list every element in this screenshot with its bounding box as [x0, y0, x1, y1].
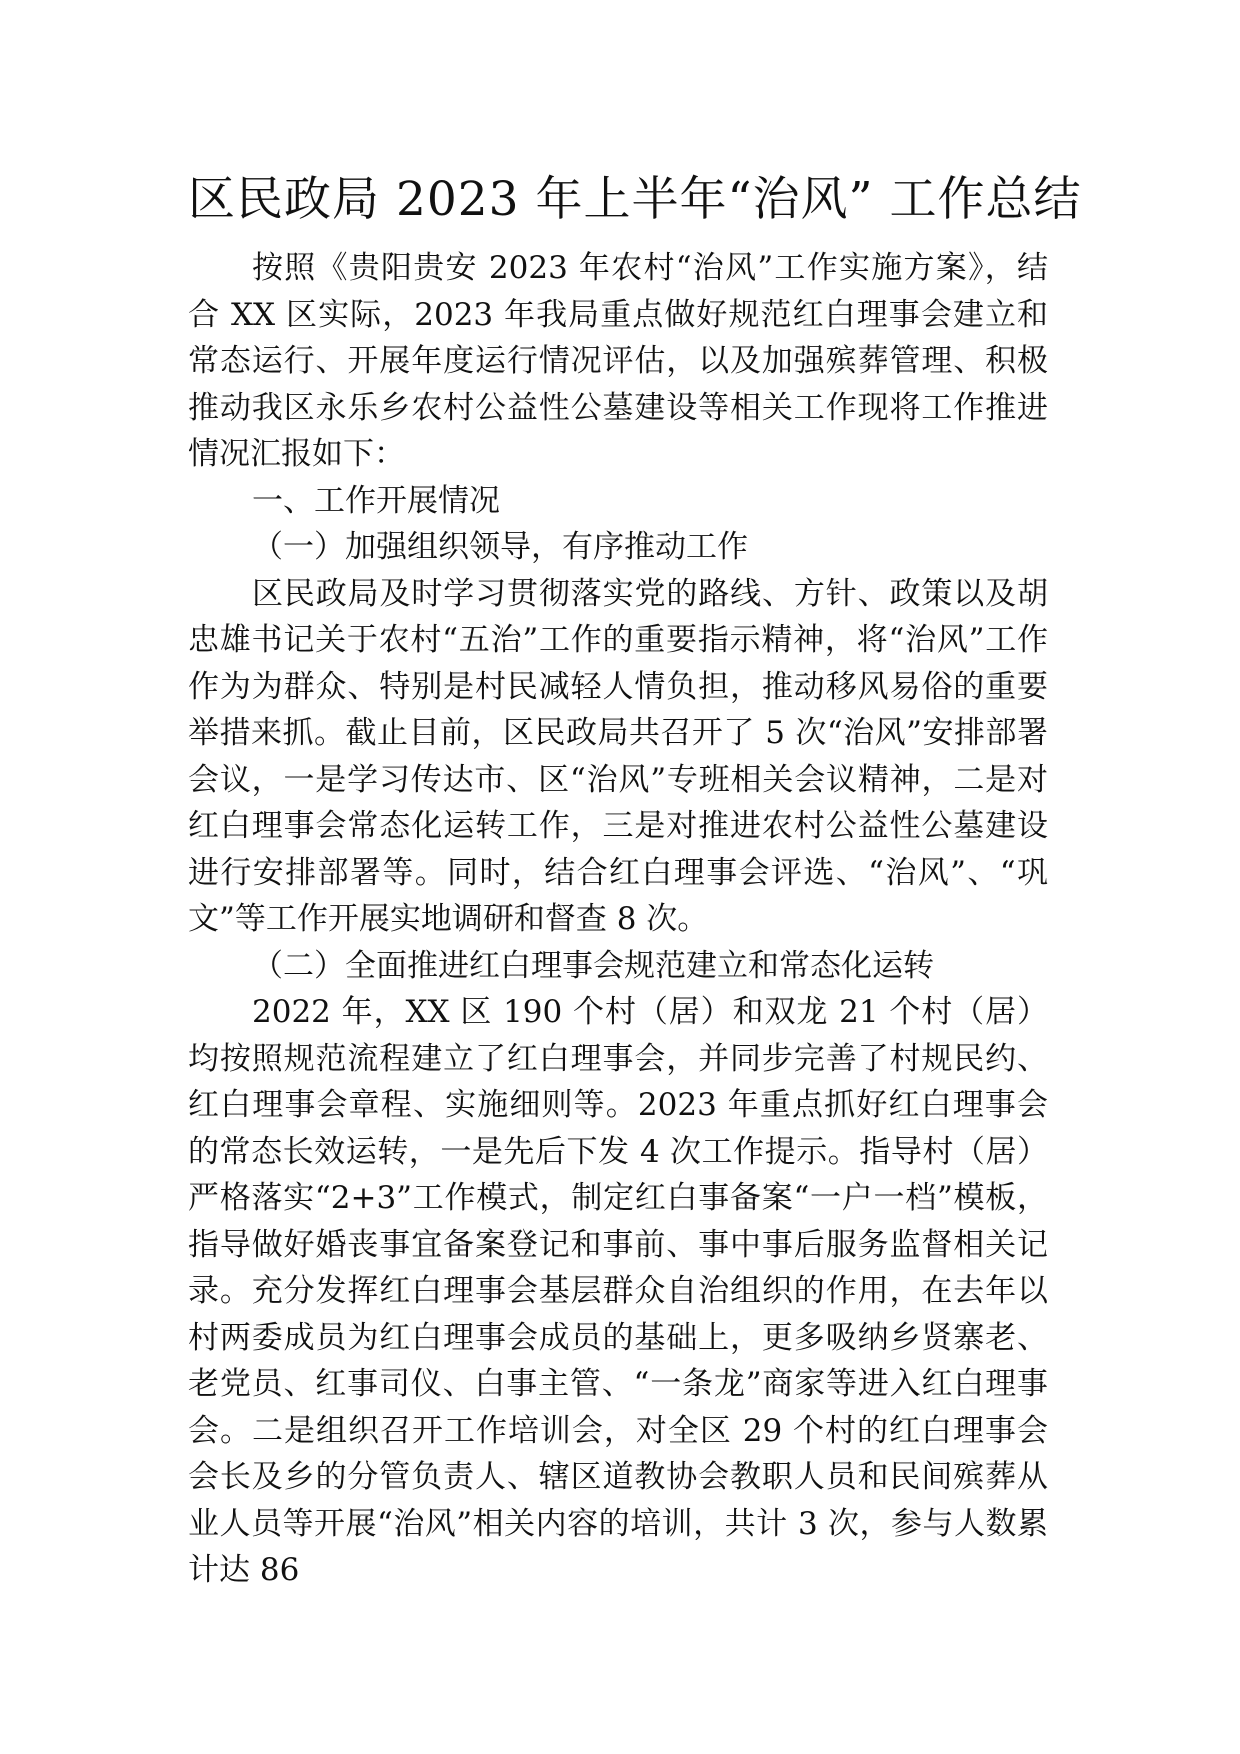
- intro-paragraph: 按照《贵阳贵安 2023 年农村“治风”工作实施方案》，结合 XX 区实际，2023 年我局重点做好规范红白理事会建立和常态运行、开展年度运行情况评估，以及加强殡葬管理、积极推动我区永乐乡农村公益性公墓建设等相关工作现将工作推进情况汇报如下：: [188, 250, 1048, 472]
- document-title: 区民政局 2023 年上半年“治风” 工作总结: [188, 172, 1082, 227]
- subsection-heading-2: （二）全面推进红白理事会规范建立和常态化运转: [252, 947, 934, 984]
- subsection-2-paragraph: 2022 年，XX 区 190 个村（居）和双龙 21 个村（居）均按照规范流程建立了红白理事会，并同步完善了村规民约、红白理事会章程、实施细则等。2023 年重点抓好红白理事会的常态长效运转，一是先后下发 4 次工作提示。指导村（居）严格落实“2+3”工作模式，制定红白事备案“一户一档”模板，指导做好婚丧事宜备案登记和事前、事中事后服务监督相关记录。充分发挥红白理事会基层群众自治组织的作用，在去年以村两委成员为红白理事会成员的基础上，更多吸纳乡贤寨老、老党员、红事司仪、白事主管、“一条龙”商家等进入红白理事会。二是组织召开工作培训会，对全区 29 个村的红白理事会会长及乡的分管负责人、辖区道教协会教职人员和民间殡葬从业人员等开展“治风”相关内容的培训，共计 3 次，参与人数累计达 86: [188, 994, 1048, 1588]
- section-heading-1: 一、工作开展情况: [252, 482, 500, 519]
- subsection-1-paragraph: 区民政局及时学习贯彻落实党的路线、方针、政策以及胡忠雄书记关于农村“五治”工作的重要指示精神，将“治风”工作作为为群众、特别是村民减轻人情负担，推动移风易俗的重要举措来抓。截止目前，区民政局共召开了 5 次“治风”安排部署会议，一是学习传达市、区“治风”专班相关会议精神，二是对红白理事会常态化运转工作，三是对推进农村公益性公墓建设进行安排部署等。同时，结合红白理事会评选、“治风”、“巩文”等工作开展实地调研和督查 8 次。: [188, 575, 1048, 937]
- subsection-heading-1: （一）加强组织领导，有序推动工作: [252, 529, 748, 565]
- document-body: [188, 245, 1048, 1594]
